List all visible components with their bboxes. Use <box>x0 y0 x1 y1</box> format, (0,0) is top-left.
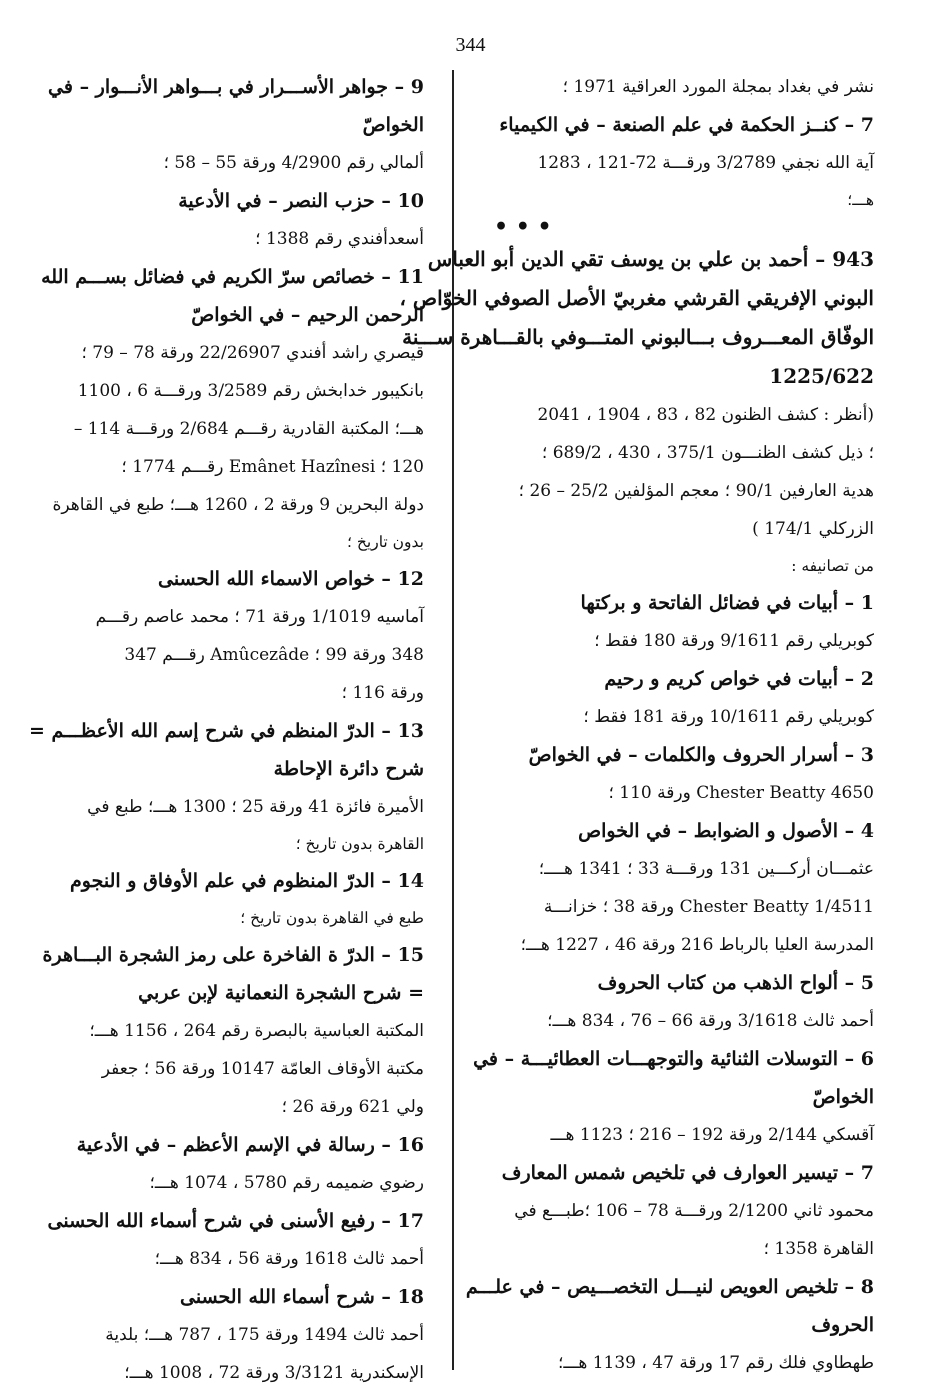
text-line: 18 – شرح أسماء الله الحسنى <box>180 1286 424 1308</box>
page-number: 344 <box>455 34 486 56</box>
text-line: بانكيبور خدابخش رقم 3/2589 ورقـــة 6 ، 1100 <box>77 381 424 401</box>
text-line: طبع في القاهرة بدون تاريخ ؛ <box>240 909 424 927</box>
text-line: 120 ؛ Emânet Hazînesi رقـــم 1774 ؛ <box>121 457 424 477</box>
text-line: قيصري راشد أفندي 22/26907 ورقة 78 – 79 ؛ <box>81 343 424 363</box>
text-line: Chester Beatty 1/4511 ورقة 38 ؛ خزانـــة <box>543 897 874 917</box>
text-line: 5 – ألواح الذهب من كتاب الحروف <box>597 972 874 994</box>
text-line: 943 – أحمد بن علي بن يوسف تقي الدين أبو العباس <box>427 247 874 271</box>
text-line: 11 – خصائص سرّ الكريم في فضائل بســـم الله <box>41 266 424 288</box>
text-line: الوفّاق المعـــروف بـــالبوني المتـــوفي بالقـــاهرة ســـنة <box>402 325 874 349</box>
text-line: الحروف <box>811 1314 874 1336</box>
text-line: 4 – الأصول و الضوابط – في الخواص <box>578 820 874 842</box>
text-line: 10 – حزب النصر – في الأدعية <box>178 190 424 212</box>
text-line: بدون تاريخ ؛ <box>347 533 424 551</box>
left-column <box>29 68 424 1392</box>
text-line: نشر في بغداد بمجلة المورد العراقية 1971 ؛ <box>562 77 874 97</box>
text-line: آماسيه 1/1019 ورقة 71 ؛ محمد عاصم رقـــم <box>95 607 424 627</box>
text-line: 15 – الدرّ ة الفاخرة على رمز الشجرة البـــاهرة <box>42 944 424 966</box>
text-line: (أنظر : كشف الظنون 82 ، 83 ، 1904 ، 2041 <box>537 405 874 425</box>
text-line: البوني الإفريقي القرشي مغربيّ الأصل الصوفي الخوّاص ، <box>399 286 874 310</box>
text-line: المكتبة العباسية بالبصرة رقم 264 ، 1156 هـــ؛ <box>89 1021 424 1041</box>
text-line: 2 – أبيات في خواص كريم و رحيم <box>604 668 874 690</box>
text-line: 6 – التوسلات الثنائية والتوجهـــات العطائيـــة – في <box>473 1048 874 1070</box>
text-line: 16 – رسالة في الإسم الأعظم – في الأدعية <box>76 1134 424 1156</box>
text-line: • • • <box>494 214 552 240</box>
text-line: 7 – كنــز الحكمة في علم الصنعة – في الكيمياء <box>499 114 874 136</box>
text-line: ألمالي رقم 4/2900 ورقة 55 – 58 ؛ <box>163 153 424 173</box>
text-line: هـــ؛ <box>847 191 874 209</box>
text-line: أسعدأفندي رقم 1388 ؛ <box>255 229 424 249</box>
text-line: 14 – الدرّ المنظوم في علم الأوفاق و النجوم <box>70 870 424 892</box>
text-line: القاهرة بدون تاريخ ؛ <box>295 835 424 853</box>
right-column <box>399 68 874 1382</box>
text-line: رضوي ضميمه رقم 5780 ، 1074 هـــ؛ <box>149 1173 424 1193</box>
text-line: ولي 621 ورقة 26 ؛ <box>281 1097 424 1117</box>
text-line: مكتبة الأوقاف العامّة 10147 ورقة 56 ؛ جعفر <box>101 1059 424 1079</box>
text-line: من تصانيفه : <box>791 557 874 575</box>
text-line: 17 – رفيع الأسنى في شرح أسماء الله الحسنى <box>47 1210 424 1232</box>
text-line: = شرح الشجرة النعمانية لإبن عربي <box>138 982 424 1004</box>
text-line: هـــ؛ المكتبة القادرية رقـــم 2/684 ورقـــة 114 – <box>73 419 424 439</box>
text-line: الإسكندرية 3/3121 ورقة 72 ، 1008 هـــ؛ <box>124 1363 424 1383</box>
text-line: الأميرة فائزة 41 ورقة 25 ؛ 1300 هـــ؛ طبع في <box>87 797 424 817</box>
text-line: القاهرة 1358 ؛ <box>763 1239 874 1259</box>
text-line: هدية العارفين 90/1 ؛ معجم المؤلفين 25/2 – 26 ؛ <box>518 481 874 501</box>
text-line: 13 – الدرّ المنظم في شرح إسم الله الأعظـــم = <box>29 720 424 742</box>
text-line: المدرسة العليا بالرباط 216 ورقة 46 ، 1227 هـــ؛ <box>520 935 874 955</box>
text-line: آية الله نجفي 3/2789 ورقـــة 72-121 ، 1283 <box>537 153 874 173</box>
text-line: محمود ثاني 2/1200 ورقـــة 78 – 106 ؛طبـــع في <box>514 1201 874 1221</box>
text-line: كوبريلي رقم 9/1611 ورقة 180 فقط ؛ <box>594 631 874 651</box>
text-line: Chester Beatty 4650 ورقة 110 ؛ <box>608 783 874 803</box>
text-line: 8 – تلخيص العويص لنيـــل التخصـــيص – في علـــم <box>465 1276 874 1298</box>
text-line: أحمد ثالث 1494 ورقة 175 ، 787 هـــ؛ بلدية <box>105 1325 424 1345</box>
text-line: 348 ورقة 99 ؛ Amûcezâde رقـــم 347 <box>124 645 424 665</box>
text-line: آقسكي 2/144 ورقة 192 – 216 ؛ 1123 هـــ <box>550 1125 874 1145</box>
text-line: طهطاوي فلك رقم 17 ورقة 47 ، 1139 هـــ؛ <box>558 1353 874 1373</box>
text-line: دولة البحرين 9 ورقة 2 ، 1260 هـــ؛ طبع في القاهرة <box>52 495 424 515</box>
text-line: 12 – خواص الاسماء الله الحسنى <box>158 568 424 590</box>
text-line: الزركلي 174/1 ) <box>752 519 874 539</box>
text-line: أحمد ثالث 1618 ورقة 56 ، 834 هـــ؛ <box>154 1249 424 1269</box>
text-line: كوبريلي رقم 10/1611 ورقة 181 فقط ؛ <box>583 707 874 727</box>
text-line: 1 – أبيات في فضائل الفاتحة و بركتها <box>580 592 874 614</box>
text-line: 9 – جواهر الأســـرار في بـــواهر الأنـــوار – في <box>48 76 424 98</box>
text-line: الرحمن الرحيم – في الخواصّ <box>191 304 424 326</box>
text-line: ورقة 116 ؛ <box>341 683 424 703</box>
text-line: 7 – تيسير العوارف في تلخيص شمس المعارف <box>501 1162 874 1184</box>
text-line: شرح دائرة الإحاطة <box>273 758 424 780</box>
text-line: أحمد ثالث 3/1618 ورقة 66 – 76 ، 834 هـــ؛ <box>547 1011 874 1031</box>
text-line: الخواصّ <box>362 114 424 136</box>
text-line: 1225/622 <box>769 364 874 388</box>
text-line: ؛ ذيل كشف الظنـــون 375/1 ، 430 ، 689/2 ؛ <box>541 443 874 463</box>
text-line: عثمـــان أركـــين 131 ورقـــة 33 ؛ 1341 هــــ؛ <box>538 859 874 879</box>
text-line: 3 – أسرار الحروف والكلمات – في الخواصّ <box>528 744 874 766</box>
text-line: الخواصّ <box>812 1086 874 1108</box>
